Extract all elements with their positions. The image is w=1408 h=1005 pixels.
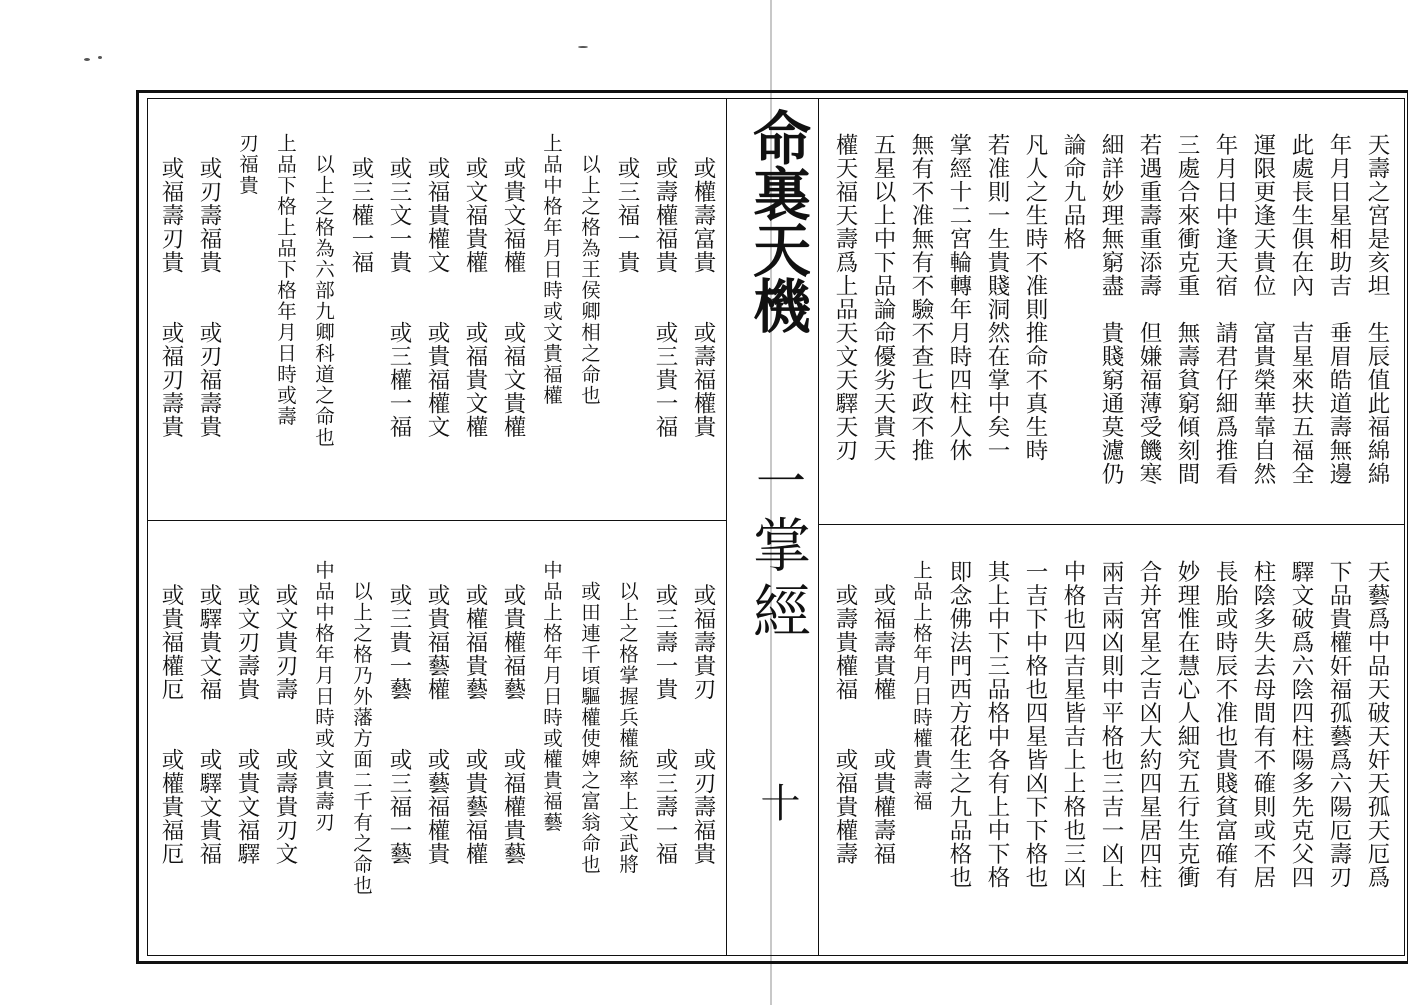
text-column: 驛文破爲六陰四柱陽多先克父四 <box>1288 560 1314 889</box>
text-column: 或文貴刃壽 或壽貴刃文 <box>272 560 298 866</box>
text-column: 中格也四吉星皆吉上上格也三凶 <box>1060 560 1086 889</box>
text-column: 一吉下中格也四星皆凶下下格也 <box>1022 560 1048 889</box>
text-column: 以上之格為王侯卿相之命也 <box>578 133 601 406</box>
text-column: 五星以上中下品論命優劣天貴天 <box>870 133 896 462</box>
text-column: 或貴權福藝 或福權貴藝 <box>500 560 526 866</box>
text-column: 年月日星相助吉 垂眉皓道壽無邊 <box>1326 133 1352 486</box>
text-column: 即念佛法門西方花生之九品格也 <box>946 560 972 889</box>
text-column: 長胎或時辰不准也貴賤貧富確有 <box>1212 560 1238 889</box>
text-column: 或三權一福 <box>348 133 374 274</box>
right-page-divider <box>818 524 1405 525</box>
text-column: 或貴福權厄 或權貴福厄 <box>158 560 184 866</box>
text-column: 權天福天壽爲上品天文天驛天刃 <box>832 133 858 462</box>
text-column: 下品貴權奸福孤藝爲六陽厄壽刃 <box>1326 560 1352 889</box>
text-column: 兩吉兩凶則中平格也三吉一凶上 <box>1098 560 1124 889</box>
text-column: 或驛貴文福 或驛文貴福 <box>196 560 222 866</box>
text-column: 掌經十二宮輪轉年月時四柱人休 <box>946 133 972 462</box>
text-column: 或壽貴權福 或福貴權壽 <box>832 560 858 866</box>
text-column: 無有不准無有不驗不查七政不推 <box>908 133 934 462</box>
text-column: 以上之格乃外藩方面二千有之命也 <box>350 560 373 896</box>
text-column: 若准則一生貴賤洞然在掌中矣一 <box>984 133 1010 462</box>
text-column: 或田連千頃驅權使婢之富翁命也 <box>578 560 601 875</box>
text-column: 此處長生俱在內 吉星來扶五福全 <box>1288 133 1314 486</box>
text-column: 刃福貴 <box>236 133 259 196</box>
text-column: 上品下格上品下格年月日時或壽 <box>274 133 297 427</box>
text-column: 或權壽富貴 或壽福權貴 <box>690 133 716 439</box>
text-column: 或貴福藝權 或藝福權貴 <box>424 560 450 866</box>
ink-speck <box>84 58 90 61</box>
text-column: 或福壽貴刃 或刃壽福貴 <box>690 560 716 866</box>
text-column: 或三壽一貴 或三壽一福 <box>652 560 678 866</box>
text-column: 天壽之宮是亥坦 生辰值此福綿綿 <box>1364 133 1390 486</box>
text-column: 其上中下三品格中各有上中下格 <box>984 560 1010 889</box>
text-column: 中品中格年月日時或文貴壽刃 <box>312 560 335 833</box>
text-column: 以上之格掌握兵權統率上文武將 <box>616 560 639 875</box>
ink-speck <box>98 56 102 59</box>
text-column: 凡人之生時不准則推命不真生時 <box>1022 133 1048 462</box>
text-column: 或福壽貴權 或貴權壽福 <box>870 560 896 866</box>
text-column: 年月日中逢天宿 請君仔細爲推看 <box>1212 133 1238 486</box>
page-number: 十 <box>754 782 800 822</box>
text-column: 中品上格年月日時或權貴福藝 <box>540 560 563 833</box>
text-column: 若遇重壽重添壽 但嫌福薄受饑寒 <box>1136 133 1162 486</box>
text-column: 以上之格為六部九卿科道之命也 <box>312 133 335 448</box>
section-heading: 論命九品格 <box>1060 133 1086 251</box>
right-bottom-panel <box>826 560 1396 940</box>
text-column: 或福貴權文 或貴福權文 <box>424 133 450 439</box>
text-column: 天藝爲中品天破天奸天孤天厄爲 <box>1364 560 1390 889</box>
text-column: 柱陰多失去母間有不確則或不居 <box>1250 560 1276 889</box>
text-column: 或文刃壽貴 或貴文福驛 <box>234 560 260 866</box>
text-column: 或三貴一藝 或三福一藝 <box>386 560 412 866</box>
text-column: 或貴文福權 或福文貴權 <box>500 133 526 439</box>
text-column: 或福壽刃貴 或福刃壽貴 <box>158 133 184 439</box>
text-column: 或壽權福貴 或三貴一福 <box>652 133 678 439</box>
center-strip-right-rule <box>818 98 819 956</box>
text-column: 或三福一貴 <box>614 133 640 274</box>
book-title: 命裏天機 <box>743 108 811 332</box>
left-bottom-panel <box>152 560 722 940</box>
text-column: 細詳妙理無窮盡 貴賤窮通莫濾仍 <box>1098 133 1124 486</box>
left-top-panel <box>152 133 722 513</box>
text-column: 運限更逢天貴位 富貴榮華靠自然 <box>1250 133 1276 486</box>
left-page-divider <box>147 520 726 521</box>
text-column: 或刃壽福貴 或刃福壽貴 <box>196 133 222 439</box>
text-column: 三處合來衝克重 無壽貧窮傾刻間 <box>1174 133 1200 486</box>
center-strip-left-rule <box>726 98 727 956</box>
ink-speck <box>578 46 588 48</box>
text-column: 或權福貴藝 或貴藝福權 <box>462 560 488 866</box>
text-column: 或三文一貴 或三權一福 <box>386 133 412 439</box>
section-name: 掌經 <box>743 515 811 647</box>
text-column: 上品中格年月日時或文貴福權 <box>540 133 563 406</box>
text-column: 上品上格年月日時權貴壽福 <box>910 560 933 812</box>
text-column: 妙理惟在慧心人細究五行生克衝 <box>1174 560 1200 889</box>
section-number: 一 <box>748 455 806 505</box>
right-top-panel <box>826 133 1396 513</box>
text-column: 或文福貴權 或福貴文權 <box>462 133 488 439</box>
text-column: 合并宮星之吉凶大約四星居四柱 <box>1136 560 1162 889</box>
